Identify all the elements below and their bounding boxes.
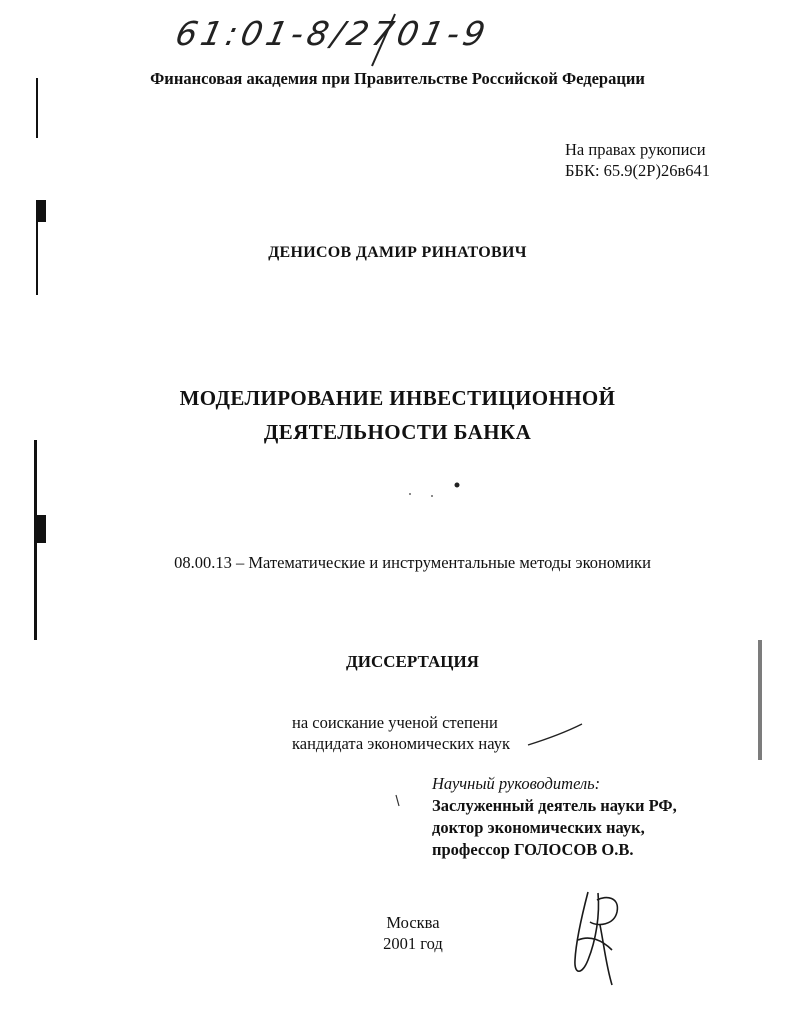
title-line-2: ДЕЯТЕЛЬНОСТИ БАНКА <box>263 420 532 444</box>
manuscript-rights-label: На правах рукописи <box>565 140 706 159</box>
pen-tick <box>396 795 399 806</box>
degree-line-1: на соискание ученой степени <box>292 713 498 732</box>
scan-speck <box>431 495 433 497</box>
year: 2001 год <box>383 934 443 953</box>
scan-speck <box>409 493 411 495</box>
author-name: ДЕНИСОВ ДАМИР РИНАТОВИЧ <box>268 244 527 261</box>
document-type: ДИССЕРТАЦИЯ <box>346 652 479 671</box>
specialty-code: 08.00.13 – Математические и инструментальные методы экономики <box>174 553 651 572</box>
advisor-title: Заслуженный деятель науки РФ, <box>432 796 677 815</box>
bbk-code: ББК: 65.9(2Р)26в641 <box>565 161 710 180</box>
handwritten-slash <box>372 14 395 66</box>
pen-stroke <box>528 724 582 745</box>
handwritten-archive-code: 61:01-8/2701-9 <box>172 14 493 53</box>
institution-name: Финансовая академия при Правительстве Российской Федерации <box>150 69 645 88</box>
advisor-label: Научный руководитель: <box>432 774 601 793</box>
title-line-1: МОДЕЛИРОВАНИЕ ИНВЕСТИЦИОННОЙ <box>179 386 616 410</box>
advisor-degree: доктор экономических наук, <box>432 818 645 837</box>
signature-icon <box>575 892 617 985</box>
advisor-name: профессор ГОЛОСОВ О.В. <box>432 840 634 859</box>
degree-line-2: кандидата экономических наук <box>292 734 511 753</box>
scan-speck <box>455 483 460 488</box>
city: Москва <box>386 913 440 932</box>
